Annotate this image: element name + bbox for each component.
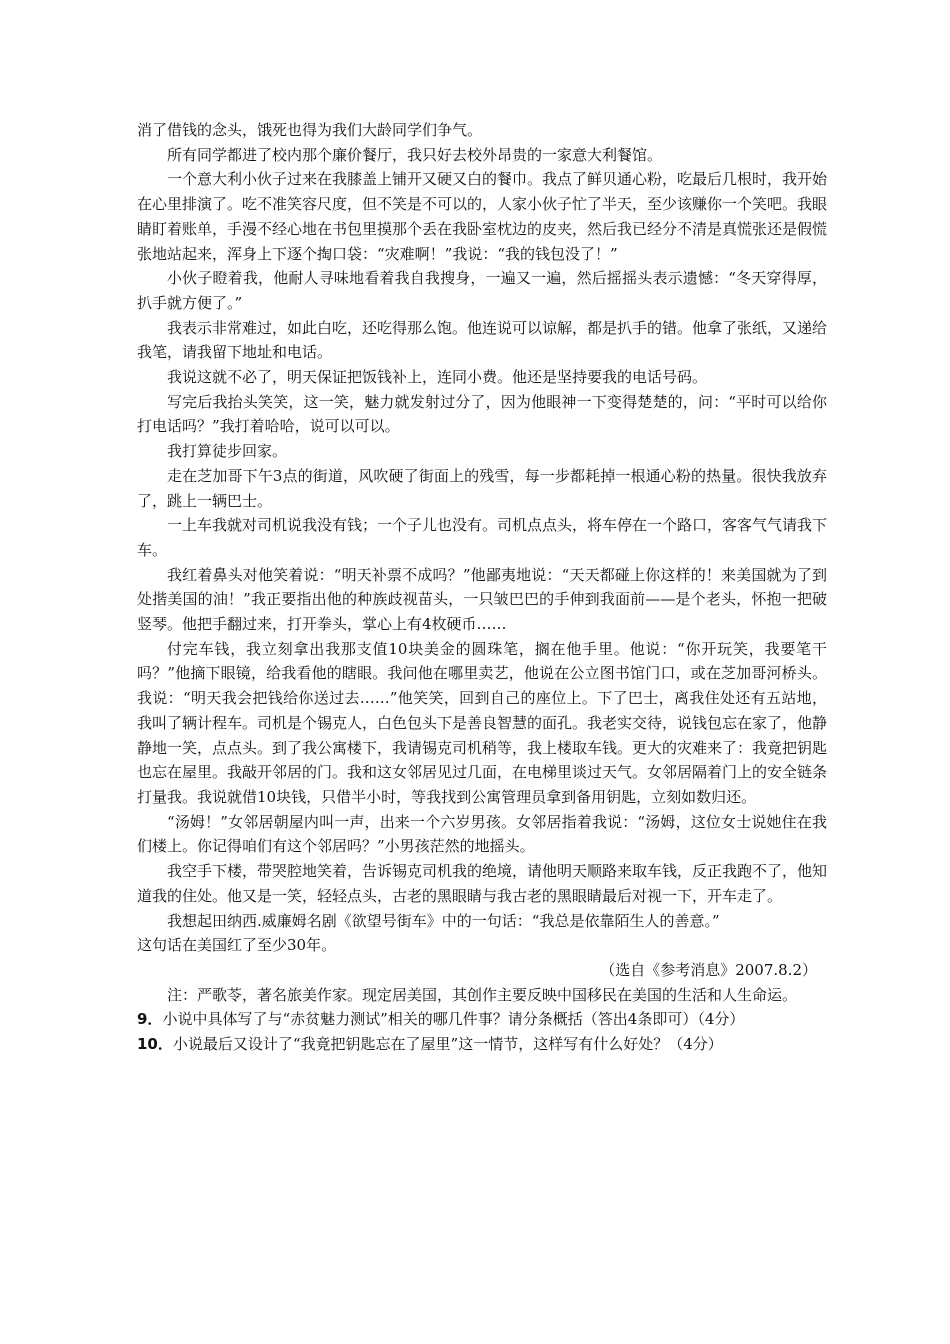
story-paragraph: 写完后我抬头笑笑，这一笑，魅力就发射过分了，因为他眼神一下变得楚楚的，问：“平时可以给你打电话吗？”我打着哈哈，说可以可以。: [137, 392, 827, 436]
story-paragraph: 消了借钱的念头，饿死也得为我们大龄同学们争气。: [137, 121, 483, 139]
story-paragraph: 我说这就不必了，明天保证把饭钱补上，连同小费。他还是坚持要我的电话号码。: [167, 368, 708, 387]
story-paragraph: 我空手下楼，带哭腔地笑着，告诉锡克司机我的绝境，请他明天顺路来取车钱，反正我跑不了，他知道我的住处。他又是一笑，轻轻点头，古老的黑眼睛与我古老的黑眼睛最后对视一下，开车走了。: [137, 862, 828, 905]
story-paragraph: 这句话在美国红了至少30年。: [137, 936, 337, 955]
question-number: 10．: [137, 1035, 173, 1054]
story-paragraph: 付完车钱，我立刻拿出我那支值10块美金的圆珠笔，搁在他手里。他说：“你开玩笑，我要笔干吗？”他摘下眼镜，给我看他的瞎眼。我问他在哪里卖艺，他说在公立图书馆门口，或在芝加哥河桥头。我说：“明天我会把钱给你送过去……”他笑笑，回到自己的座位上。下了巴士，离我住处还有五站地，我叫了辆计程车。司机是个锡克人，白色包头下是善良智慧的面孔。我老实交待，说钱包忘在家了，他静静地一笑，点点头。到了我公寓楼下，我请锡克司机稍等，我上楼取车钱。更大的灾难来了：我竟把钥匙也忘在屋里。我敲开邻居的门。我和这女邻居见过几面，在电梯里谈过天气。女邻居隔着门上的安全链条打量我。我说就借10块钱，只借半小时，等我找到公寓管理员拿到备用钥匙，立刻如数归还。: [137, 639, 828, 806]
story-body: [137, 118, 827, 958]
story-paragraph: 一上车我就对司机说我没有钱；一个子儿也没有。司机点点头，将车停在一个路口，客客气气请我下车。: [137, 516, 828, 559]
question-item: [137, 1007, 827, 1032]
question-text: 小说中具体写了与“赤贫魅力测试”相关的哪几件事？请分条概括（答出4条即可）（4分）: [162, 1010, 745, 1029]
story-paragraph: 我红着鼻头对他笑着说：“明天补票不成吗？”他鄙夷地说：“天天都碰上你这样的！来美国就为了到处揩美国的油！”我正要指出他的种族歧视苗头，一只皱巴巴的手伸到我面前——是个老头，怀抱一把破竖琴。他把手翻过来，打开拳头，掌心上有4枚硬币……: [137, 565, 827, 634]
question-list: [137, 1007, 827, 1056]
story-paragraph: 我表示非常难过，如此白吃，还吃得那么饱。他连说可以谅解，都是扒手的错。他拿了张纸，又递给我笔，请我留下地址和电话。: [137, 318, 828, 362]
source-citation: （选自《参考消息》2007.8.2）: [600, 960, 817, 979]
story-paragraph: 小伙子瞪着我，他耐人寻味地看着我自我搜身，一遍又一遍，然后摇摇头表示遗憾：“冬天穿得厚，扒手就方便了。”: [137, 269, 827, 312]
story-paragraph: 所有同学都进了校内那个廉价餐厅，我只好去校外昂贵的一家意大利餐馆。: [167, 145, 663, 164]
story-paragraph: 走在芝加哥下午3点的街道，风吹硬了街面上的残雪，每一步都耗掉一根通心粉的热量。很快我放弃了，跳上一辆巴士。: [137, 466, 827, 510]
story-paragraph: 一个意大利小伙子过来在我膝盖上铺开又硬又白的餐巾。我点了鲜贝通心粉，吃最后几根时，我开始在心里排演了。吃不准笑容尺度，但不笑是不可以的，人家小伙子忙了半天，至少该赚你一个笑吧。我眼睛盯着账单，手漫不经心地在书包里摸那个丢在我卧室枕边的皮夹，然后我已经分不清是真慌张还是假慌张地站起来，浑身上下逐个掏口袋：“灾难啊！”我说：“我的钱包没了！”: [137, 170, 828, 263]
question-item: [137, 1032, 827, 1057]
story-paragraph: 我想起田纳西.威廉姆名剧《欲望号街车》中的一句话：“我总是依靠陌生人的善意。”: [167, 911, 720, 930]
document-page: [137, 118, 827, 1057]
question-number: 9．: [137, 1010, 163, 1029]
author-note: 注：严歌苓，著名旅美作家。现定居美国，其创作主要反映中国移民在美国的生活和人生命运。: [167, 985, 798, 1004]
story-paragraph: 我打算徒步回家。: [167, 442, 288, 461]
story-paragraph: “汤姆！”女邻居朝屋内叫一声，出来一个六岁男孩。女邻居指着我说：“汤姆，这位女士说她住在我们楼上。你记得咱们有这个邻居吗？”小男孩茫然的地摇头。: [137, 812, 827, 856]
question-text: 小说最后又设计了“我竟把钥匙忘在了屋里”这一情节，这样写有什么好处？（4分）: [172, 1035, 723, 1054]
